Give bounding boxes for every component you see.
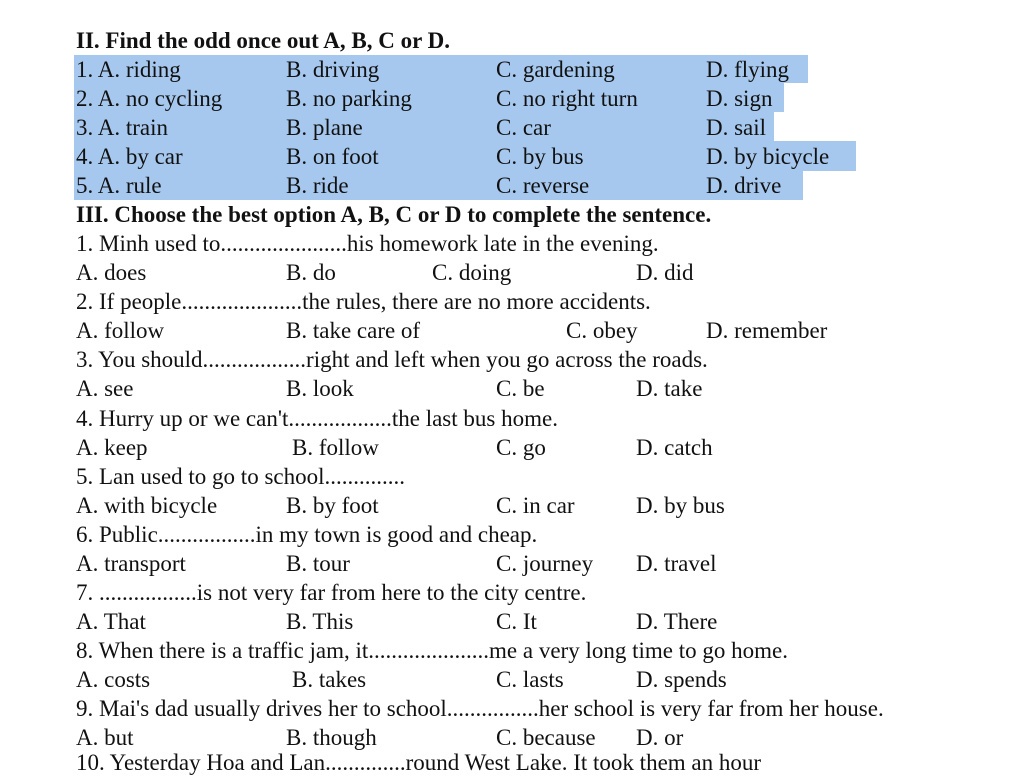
option-c: C. no right turn [496,86,638,111]
option-d: D. take [636,376,703,401]
option-b: B. do [286,260,336,285]
question-line [0,520,1024,549]
answer-row [0,491,1024,520]
option-b: B. ride [286,173,349,198]
option-d: D. There [636,609,718,634]
answer-row [0,607,1024,636]
option-d: D. catch [636,435,713,460]
option-c: C. car [496,115,551,140]
option-d: D. by bicycle [706,144,830,169]
odd-one-out-row [0,142,1024,171]
answer-row [0,374,1024,403]
option-a: 1. A. riding [76,57,181,82]
answer-row [0,316,1024,345]
question-text: 9. Mai's dad usually drives her to school................her school is very far from her house. [76,696,884,721]
answer-row [0,433,1024,462]
option-d: D. remember [706,318,828,343]
section-3-heading [0,200,1024,229]
option-b: B. by foot [286,493,379,518]
option-d: D. did [636,260,694,285]
option-c: C. doing [432,260,512,285]
option-a: A. follow [76,318,165,343]
option-d: D. by bus [636,493,725,518]
option-c: C. It [496,609,537,634]
option-c: C. journey [496,551,594,576]
option-d: D. drive [706,173,782,198]
question-line [0,229,1024,258]
option-c: C. because [496,725,596,750]
answer-row [0,258,1024,287]
option-b: B. take care of [286,318,421,343]
section-3-heading-text: III. Choose the best option A, B, C or D to complete the sentence. [76,202,712,227]
answer-row [0,549,1024,578]
option-b: B. though [286,725,377,750]
question-text: 1. Minh used to......................his homework late in the evening. [76,231,659,256]
question-text: 6. Public.................in my town is good and cheap. [76,522,538,547]
option-c: C. obey [566,318,638,343]
option-a: A. does [76,260,147,285]
odd-one-out-row [0,84,1024,113]
option-d: D. sign [706,86,773,111]
option-c: C. reverse [496,173,590,198]
odd-one-out-row [0,55,1024,84]
option-b: B. on foot [286,144,379,169]
option-b: B. takes [292,667,367,692]
option-b: B. no parking [286,86,412,111]
question-line [0,345,1024,374]
option-d: D. or [636,725,684,750]
option-a: A. costs [76,667,151,692]
section-2-heading [0,26,1024,55]
option-d: D. flying [706,57,790,82]
odd-one-out-row [0,113,1024,142]
option-b: B. tour [286,551,350,576]
option-c: C. gardening [496,57,615,82]
question-text: 7. .................is not very far from here to the city centre. [76,580,587,605]
option-b: B. driving [286,57,380,82]
question-text: 8. When there is a traffic jam, it.....................me a very long time to go home. [76,638,788,663]
option-d: D. travel [636,551,717,576]
question-line [0,636,1024,665]
option-c: C. be [496,376,545,401]
option-b: B. follow [292,435,379,460]
option-a: 2. A. no cycling [76,86,223,111]
option-b: B. This [286,609,354,634]
question-text: 3. You should..................right and left when you go across the roads. [76,347,708,372]
option-a: 3. A. train [76,115,168,140]
option-c: C. in car [496,493,575,518]
answer-row [0,665,1024,694]
question-line [0,287,1024,316]
question-line [0,404,1024,433]
odd-one-out-row [0,171,1024,200]
option-a: 5. A. rule [76,173,162,198]
option-d: D. sail [706,115,767,140]
option-b: B. look [286,376,354,401]
option-a: A. keep [76,435,148,460]
option-a: 4. A. by car [76,144,183,169]
option-d: D. spends [636,667,727,692]
question-text: 5. Lan used to go to school.............. [76,464,405,489]
option-a: A. That [76,609,146,634]
question-line [0,462,1024,491]
option-b: B. plane [286,115,363,140]
option-a: A. but [76,725,134,750]
question-line [0,694,1024,723]
option-c: C. lasts [496,667,564,692]
option-a: A. see [76,376,134,401]
option-a: A. with bicycle [76,493,218,518]
question-text: 2. If people.....................the rules, there are no more accidents. [76,289,651,314]
question-line-cut-off: 10. Yesterday Hoa and Lan..............round West Lake. It took them an hour [76,750,762,775]
option-c: C. by bus [496,144,584,169]
option-a: A. transport [76,551,186,576]
question-text: 4. Hurry up or we can't..................the last bus home. [76,406,558,431]
option-c: C. go [496,435,546,460]
section-2-heading-text: II. Find the odd once out A, B, C or D. [76,28,451,53]
question-line [0,578,1024,607]
